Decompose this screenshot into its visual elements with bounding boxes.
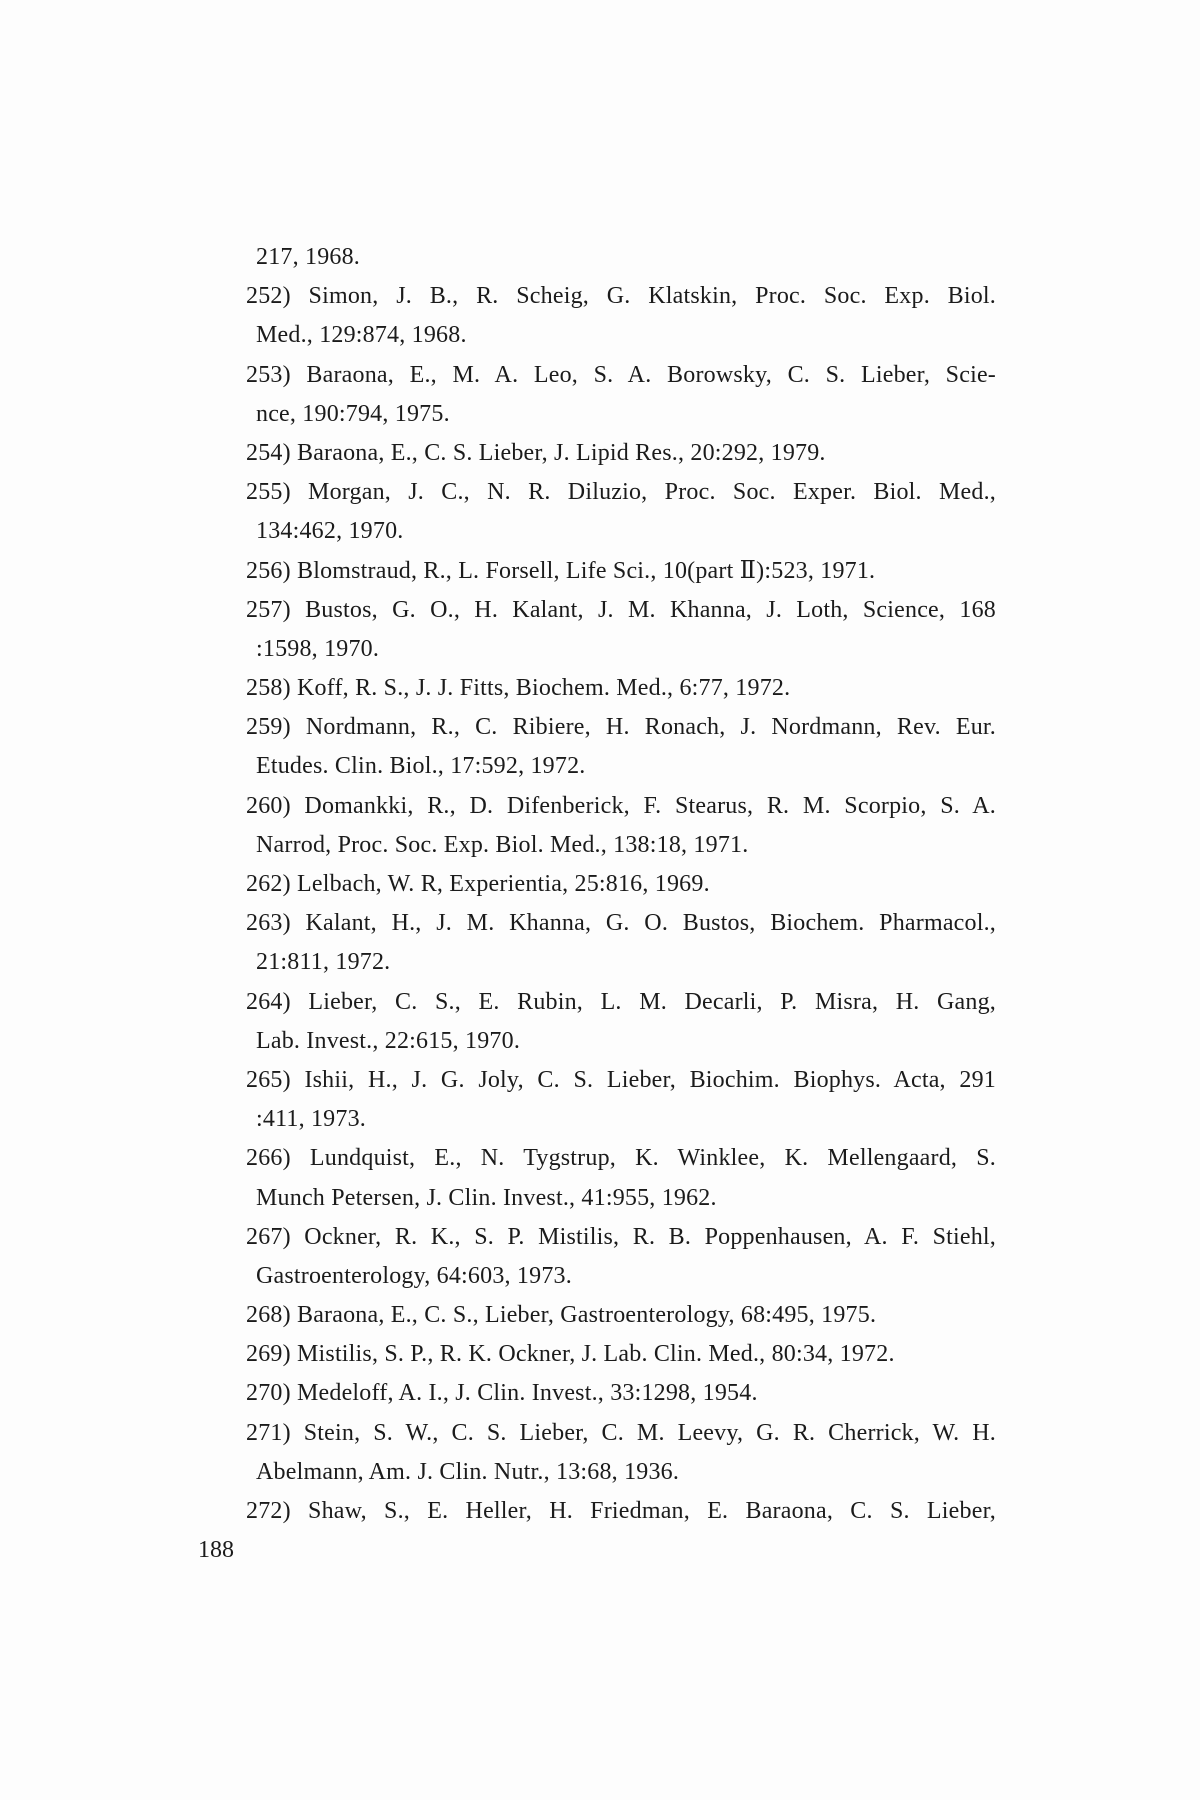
reference-list [246, 238, 996, 1531]
reference-entry-line: 253) Baraona, E., M. A. Leo, S. A. Borowsky, C. S. Lieber, Scie- [246, 361, 996, 388]
reference-continuation-line: Gastroenterology, 64:603, 1973. [256, 1262, 572, 1289]
reference-continuation-line: 134:462, 1970. [256, 518, 404, 545]
reference-continuation-line: Narrod, Proc. Soc. Exp. Biol. Med., 138:18, 1971. [256, 831, 749, 858]
reference-entry-line: 263) Kalant, H., J. M. Khanna, G. O. Bustos, Biochem. Pharmacol., [246, 910, 996, 937]
reference-entry-line: 255) Morgan, J. C., N. R. Diluzio, Proc. Soc. Exper. Biol. Med., [246, 479, 996, 506]
reference-continuation-line: 217, 1968. [256, 244, 360, 270]
reference-entry-line: 257) Bustos, G. O., H. Kalant, J. M. Khanna, J. Loth, Science, 168 [246, 596, 996, 623]
reference-entry-line: 265) Ishii, H., J. G. Joly, C. S. Lieber, Biochim. Biophys. Acta, 291 [246, 1066, 996, 1093]
reference-entry-line: 256) Blomstraud, R., L. Forsell, Life Sci., 10(part Ⅱ):523, 1971. [246, 557, 876, 584]
reference-entry-line: 268) Baraona, E., C. S., Lieber, Gastroenterology, 68:495, 1975. [246, 1302, 877, 1329]
reference-continuation-line: nce, 190:794, 1975. [256, 400, 450, 427]
reference-entry-line: 269) Mistilis, S. P., R. K. Ockner, J. Lab. Clin. Med., 80:34, 1972. [246, 1341, 895, 1368]
reference-entry-line: 270) Medeloff, A. I., J. Clin. Invest., 33:1298, 1954. [246, 1380, 758, 1407]
reference-continuation-line: 21:811, 1972. [256, 949, 391, 976]
reference-entry-line: 272) Shaw, S., E. Heller, H. Friedman, E. Baraona, C. S. Lieber, [246, 1498, 996, 1524]
reference-continuation-line: :1598, 1970. [256, 635, 380, 662]
reference-continuation-line: Etudes. Clin. Biol., 17:592, 1972. [256, 753, 586, 780]
reference-entry-line: 262) Lelbach, W. R, Experientia, 25:816, 1969. [246, 871, 710, 897]
reference-entry-line: 252) Simon, J. B., R. Scheig, G. Klatskin, Proc. Soc. Exp. Biol. [246, 283, 996, 310]
reference-entry-line: 260) Domankki, R., D. Difenberick, F. Stearus, R. M. Scorpio, S. A. [246, 792, 996, 819]
reference-entry-line: 264) Lieber, C. S., E. Rubin, L. M. Decarli, P. Misra, H. Gang, [246, 988, 996, 1015]
reference-entry-line: 258) Koff, R. S., J. J. Fitts, Biochem. Med., 6:77, 1972. [246, 675, 791, 702]
reference-entry-line: 259) Nordmann, R., C. Ribiere, H. Ronach, J. Nordmann, Rev. Eur. [246, 714, 996, 741]
reference-entry-line: 266) Lundquist, E., N. Tygstrup, K. Winklee, K. Mellengaard, S. [246, 1145, 996, 1172]
reference-continuation-line: Munch Petersen, J. Clin. Invest., 41:955, 1962. [256, 1184, 717, 1211]
reference-continuation-line: :411, 1973. [256, 1106, 366, 1133]
page-number: 188 [198, 1537, 234, 1563]
reference-continuation-line: Lab. Invest., 22:615, 1970. [256, 1027, 521, 1054]
reference-continuation-line: Med., 129:874, 1968. [256, 322, 467, 349]
reference-entry-line: 254) Baraona, E., C. S. Lieber, J. Lipid Res., 20:292, 1979. [246, 439, 826, 466]
reference-continuation-line: Abelmann, Am. J. Clin. Nutr., 13:68, 1936. [256, 1458, 680, 1485]
reference-entry-line: 271) Stein, S. W., C. S. Lieber, C. M. Leevy, G. R. Cherrick, W. H. [246, 1419, 996, 1446]
reference-entry-line: 267) Ockner, R. K., S. P. Mistilis, R. B. Poppenhausen, A. F. Stiehl, [246, 1223, 996, 1250]
